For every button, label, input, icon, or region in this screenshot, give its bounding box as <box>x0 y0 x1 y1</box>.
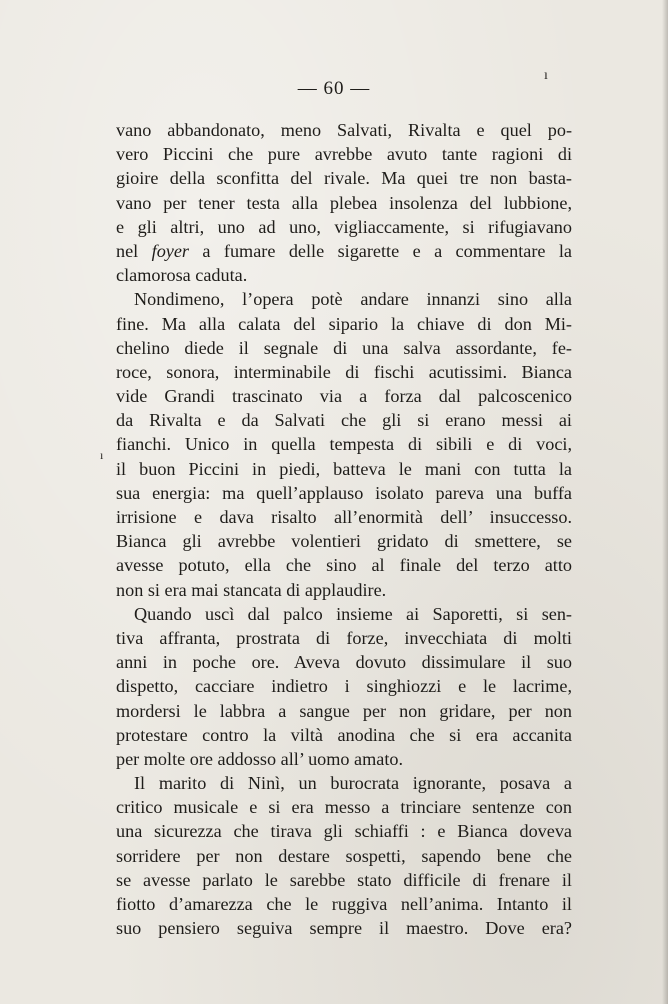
text-line: clamorosa caduta. <box>116 265 248 286</box>
text-line: gioire della sconfitta del rivale. Ma quei tre non basta- <box>116 168 572 189</box>
text-line: Il marito di Ninì, un burocrata ignorante, posava a <box>134 773 572 794</box>
text-line: Nondimeno, l’opera potè andare innanzi sino alla <box>134 289 572 310</box>
text-line: fianchi. Unico in quella tempesta di sibili e di voci, <box>116 434 572 455</box>
page-edge-shadow <box>662 0 668 1004</box>
text-line: non si era mai stancata di applaudire. <box>116 579 387 600</box>
text-line: mordersi le labbra a sangue per non gridare, per non <box>116 700 572 721</box>
text-line: critico musicale e si era messo a trinciare sentenze con <box>116 797 572 818</box>
text-line: se avesse parlato le sarebbe stato difficile di frenare il <box>116 869 572 890</box>
text-line: fine. Ma alla calata del sipario la chiave di don Mi- <box>116 313 572 334</box>
text-line: protestare contro la viltà anodina che si era accanita <box>116 724 572 745</box>
text-line: chelino diede il segnale di una salva assordante, fe- <box>116 337 572 358</box>
text-line: sorridere per non destare sospetti, sapendo bene che <box>116 845 572 866</box>
text-line: avesse potuto, ella che sino al finale del terzo atto <box>116 555 572 576</box>
text-line: vero Piccini che pure avrebbe avuto tante ragioni di <box>116 144 572 165</box>
text-line: vide Grandi trascinato via a forza dal palcoscenico <box>116 386 572 407</box>
body-text <box>116 118 572 940</box>
text-line: irrisione e dava risalto all’enormità dell’ insuccesso. <box>116 507 572 527</box>
text-line: vano per tener testa alla plebea insolenza del lubbione, <box>116 192 572 213</box>
page-number: — 60 — <box>297 78 371 99</box>
text-line: Quando uscì dal palco insieme ai Saporetti, si sen- <box>134 603 572 624</box>
text-line: nel foyer a fumare delle sigarette e a commentare la <box>116 240 572 261</box>
ink-speck: ı <box>544 68 548 83</box>
italic-word: foyer <box>151 240 190 261</box>
text-line: una sicurezza che tirava gli schiaffi : e Bianca doveva <box>116 821 572 842</box>
text-line: Bianca gli avrebbe volentieri gridato di smettere, se <box>116 531 572 552</box>
text-line: da Rivalta e da Salvati che gli si erano messi ai <box>116 410 572 431</box>
text-line: per molte ore addosso all’ uomo amato. <box>116 748 404 769</box>
ink-speck: ı <box>100 448 104 462</box>
text-line: anni in poche ore. Aveva dovuto dissimulare il suo <box>116 652 572 673</box>
text-line: e gli altri, uno ad uno, vigliaccamente, si rifugiavano <box>116 216 572 237</box>
text-line: suo pensiero seguiva sempre il maestro. Dove era? <box>116 918 572 939</box>
text-line: dispetto, cacciare indietro i singhiozzi e le lacrime, <box>116 676 572 697</box>
text-line: fiotto d’amarezza che le ruggiva nell’anima. Intanto il <box>116 894 572 914</box>
text-line: tiva affranta, prostrata di forze, invecchiata di molti <box>116 627 572 648</box>
text-line: sua energia: ma quell’applauso isolato pareva una buffa <box>116 482 572 503</box>
text-line: roce, sonora, interminabile di fischi acutissimi. Bianca <box>116 361 572 382</box>
text-line: il buon Piccini in piedi, batteva le mani con tutta la <box>116 458 572 479</box>
text-line: vano abbandonato, meno Salvati, Rivalta e quel po- <box>116 120 572 140</box>
